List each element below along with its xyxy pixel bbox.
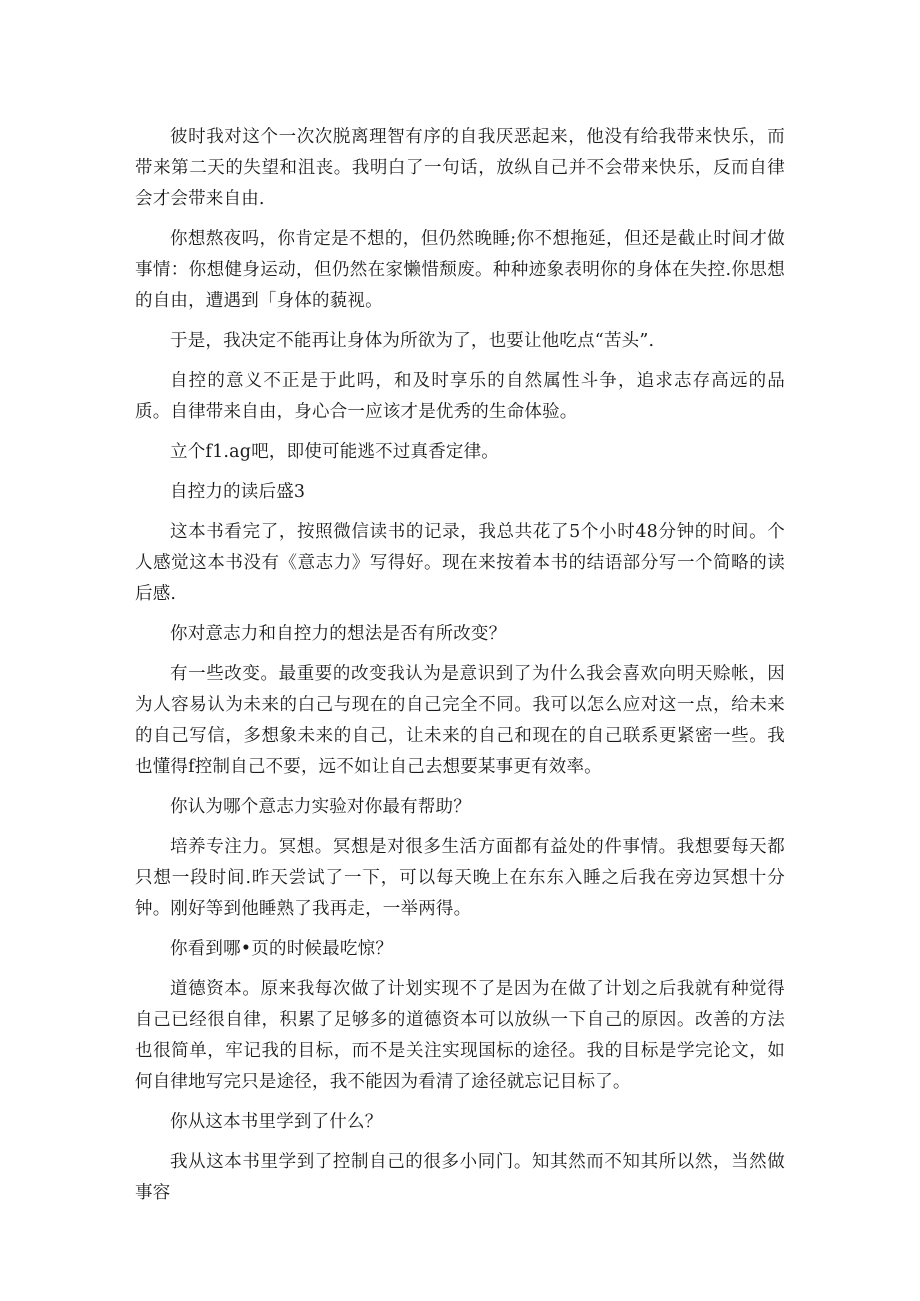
paragraph: 自控的意义不正是于此吗，和及时享乐的自然属性斗争，追求志存高远的品质。自律带来自由，身心合一应该才是优秀的生命体验。: [135, 371, 785, 422]
paragraph: 我从这本书里学到了控制自己的很多小同门。知其然而不知其所以然，当然做事容: [135, 1152, 785, 1203]
document-body: [135, 122, 785, 1218]
question: 你看到哪•页的时候最吃惊？: [170, 939, 393, 959]
question: 你从这本书里学到了什么？: [170, 1112, 383, 1132]
paragraph: 于是，我决定不能再让身体为所欲为了，也要让他吃点“苦头”.: [170, 331, 655, 351]
paragraph: 立个f1.ag吧，即使可能逃不过真香定律。: [170, 442, 500, 462]
paragraph: 有一些改变。最重要的改变我认为是意识到了为什么我会喜欢向明天赊帐，因为人容易认为未来的白己与现在的自己完全不同。我可以怎么应对这一点，给未来的自己写信，多想象未来的自己，让未来的自己和现在的自己联系更紧密一些。我也懂得f控制自己不要，远不如让自己去想要某事更有效率。: [135, 664, 785, 777]
question: 你认为哪个意志力实验对你最有帮助？: [170, 797, 471, 817]
paragraph: 你想熬夜吗，你肯定是不想的，但仍然晚睡;你不想拖延，但还是截止时间才做事情：你想健身运动，但仍然在家懒惜颓废。种种迹象表明你的身体在失控.你思想的自由，遭遇到「身体的藐视。: [135, 229, 785, 311]
paragraph: 这本书看完了，按照微信读书的记录，我总共花了5个小时48分钟的时间。个人感觉这本书没有《意志力》写得好。现在来按着本书的结语部分写一个简略的读后感.: [135, 522, 785, 604]
section-heading: 自控力的读后盛3: [170, 482, 306, 502]
paragraph: 彼时我对这个一次次脱离理智有序的自我厌恶起来，他没有给我带来快乐，而带来第二天的失望和沮丧。我明白了一句话，放纵自己并不会带来快乐，反而自律会才会带来自由.: [135, 127, 785, 209]
paragraph: 培养专注力。冥想。冥想是对很多生活方面都有益处的件事情。我想要每天都只想一段时间.昨天尝试了一下，可以每天晚上在东东入睡之后我在旁边冥想十分钟。刚好等到他睡熟了我再走，一举两得。: [135, 837, 785, 919]
paragraph: 道德资本。原来我每次做了计划实现不了是因为在做了计划之后我就有种觉得自己已经很自律，积累了足够多的道德资本可以放纵一下自己的原因。改善的方法也很简单，牢记我的目标，而不是关注实现国标的途径。我的目标是学完论文，如何自律地写完只是途径，我不能因为看清了途径就忘记目标了。: [135, 979, 785, 1092]
question: 你对意志力和自控力的想法是否有所改变？: [170, 624, 507, 644]
